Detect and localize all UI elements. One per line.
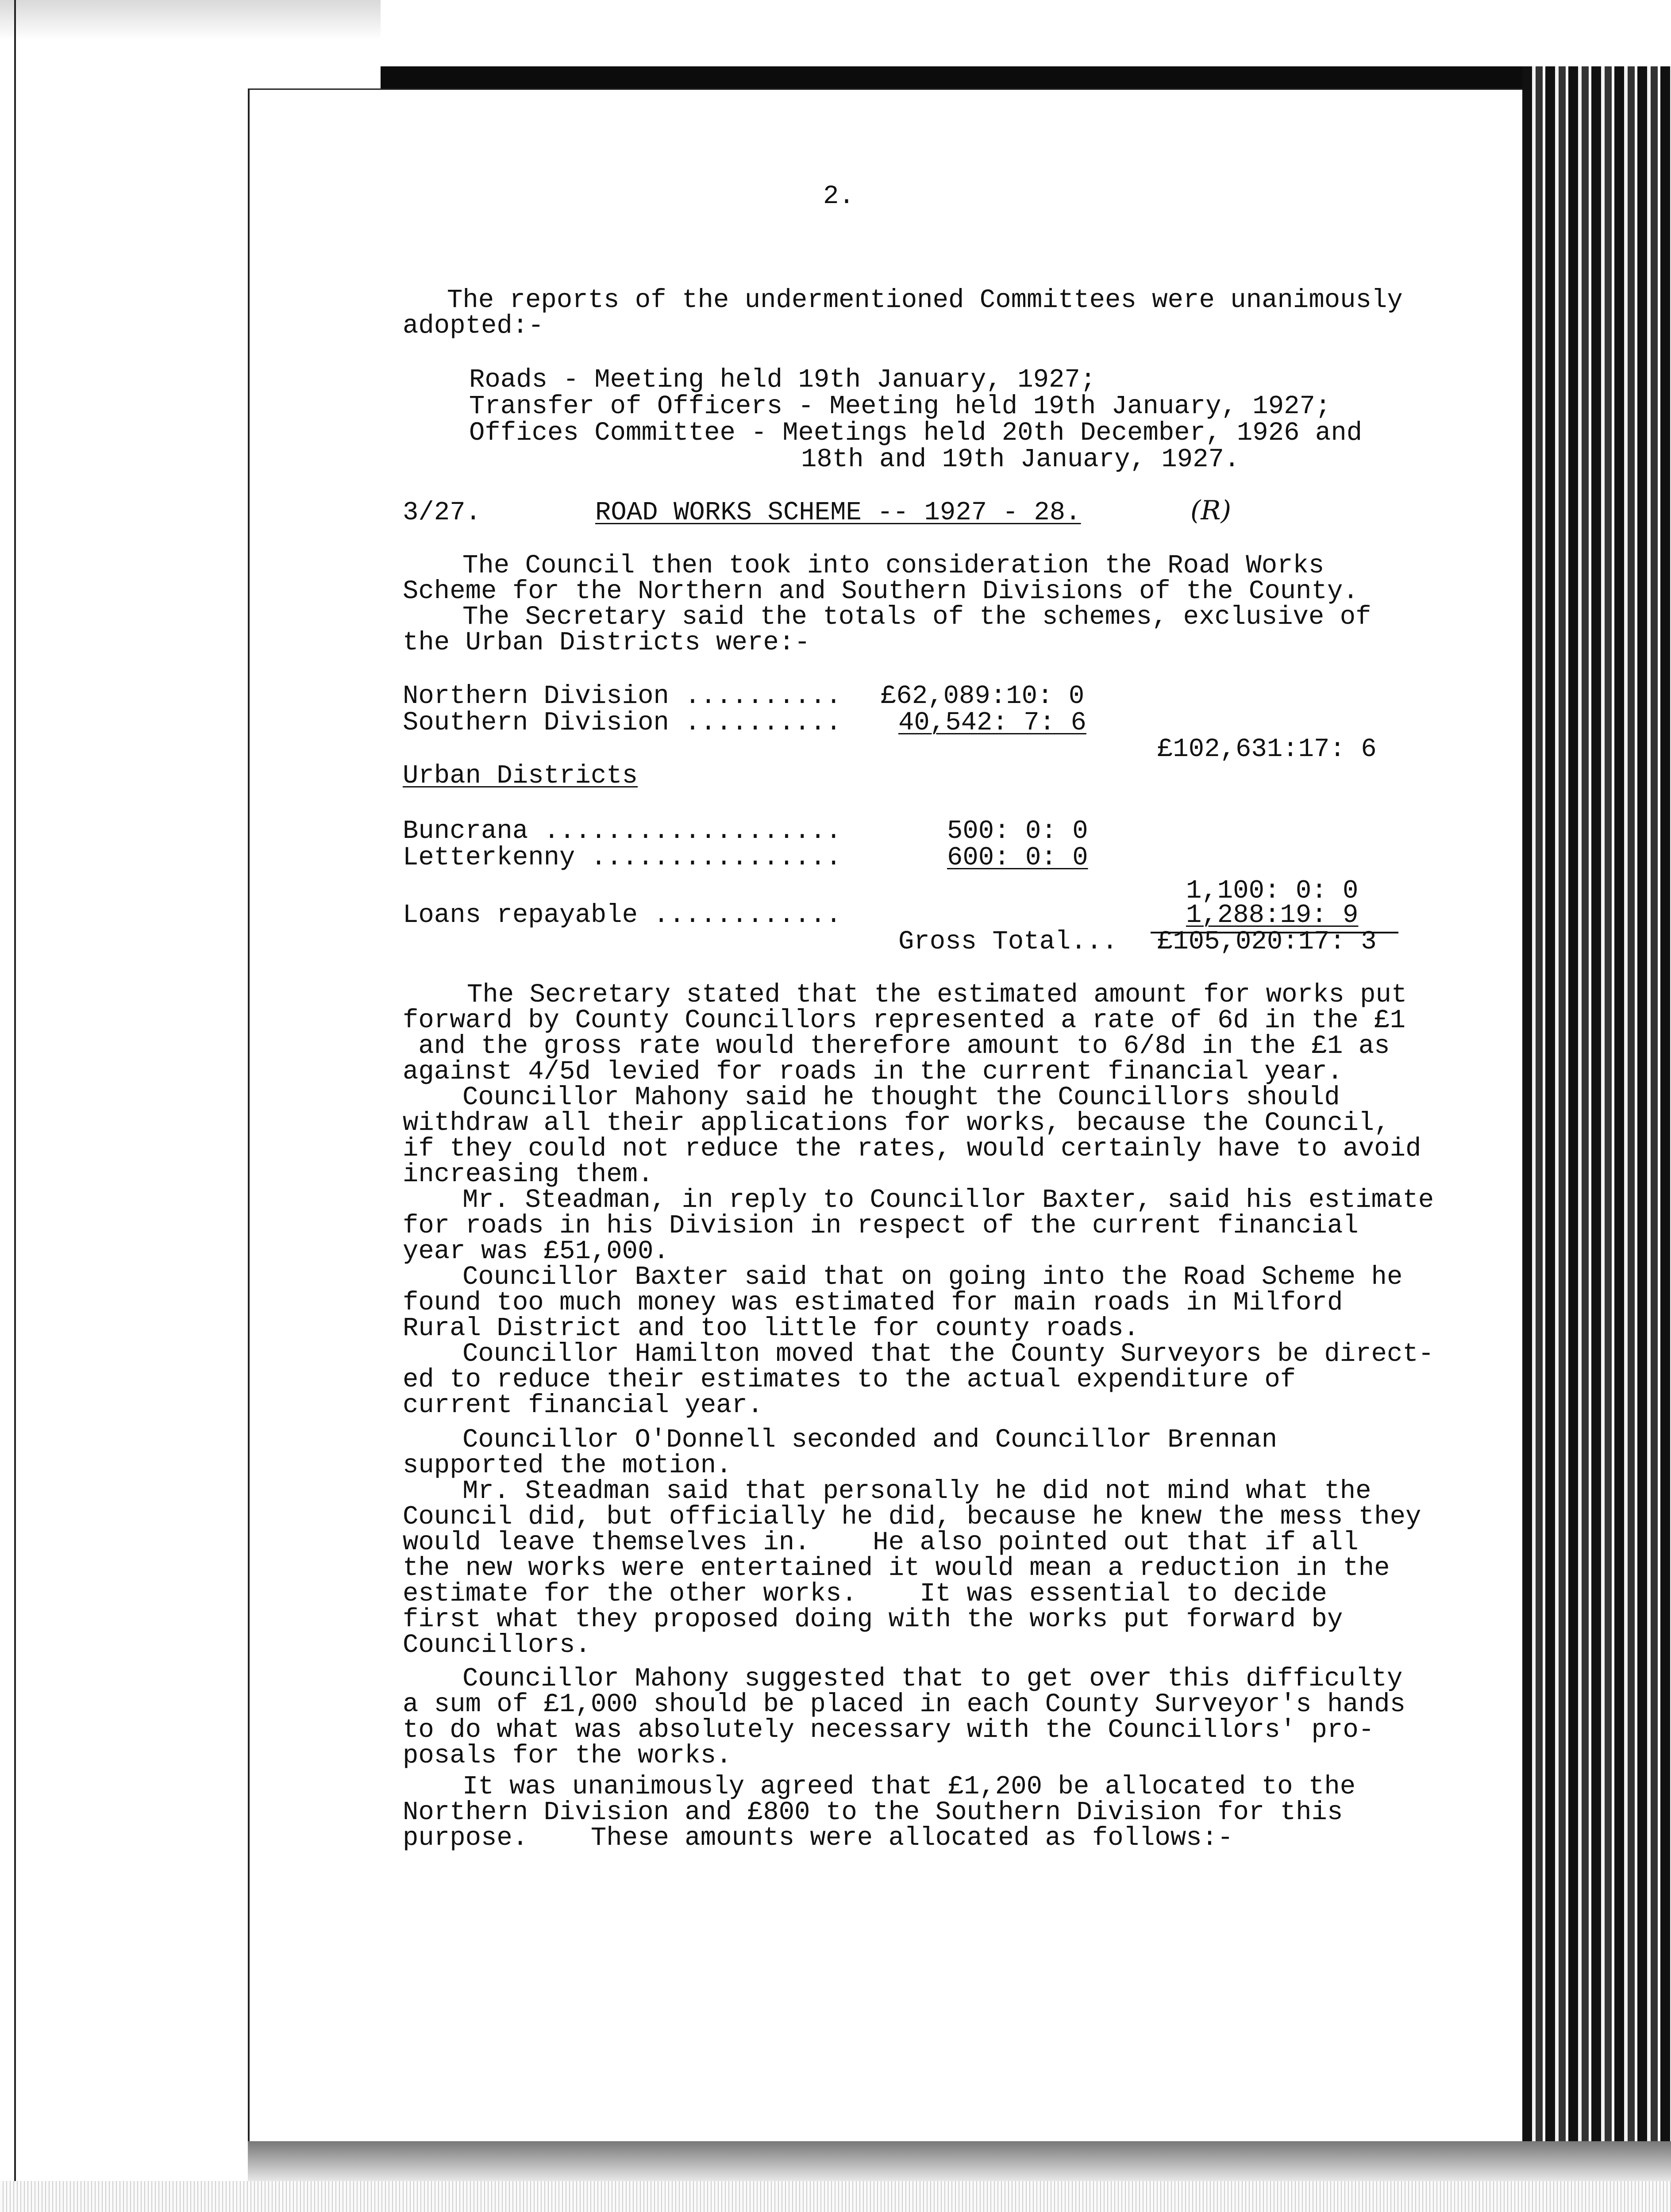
letterkenny-label: Letterkenny ................ [403,843,842,872]
northern-division-amount: £62,089:10: 0 [881,681,1085,711]
scan-edge-top-left [0,0,381,40]
committee-transfer: Transfer of Officers - Meeting held 19th January, 1927; [469,392,1331,421]
urban-districts-heading: Urban Districts [403,761,638,791]
body-line-33: purpose. These amounts were allocated as follows:- [403,1823,1233,1853]
buncrana-amount: 500: 0: 0 [947,816,1088,846]
committee-offices-dates: 18th and 19th January, 1927. [801,445,1240,474]
body-line-32: Northern Division and £800 to the Southern Division for this [403,1797,1343,1827]
body-line-5: Councillor Mahony said he thought the Councillors should [462,1083,1340,1112]
body-line-18: Councillor O'Donnell seconded and Councillor Brennan [462,1425,1278,1455]
body-line-16: ed to reduce their estimates to the actual expenditure of [403,1365,1296,1394]
body-line-2: forward by County Councillors represented a rate of 6d in the £1 [403,1006,1405,1035]
letterkenny-amount: 600: 0: 0 [947,843,1088,872]
body-line-17: current financial year. [403,1390,763,1420]
body-line-8: increasing them. [403,1160,654,1189]
scan-edge-left-line [14,0,16,2212]
body-line-23: the new works were entertained it would mean a reduction in the [403,1553,1390,1583]
southern-division-amount: 40,542: 7: 6 [898,708,1086,737]
scan-edge-bottom-strip [0,2181,1671,2212]
gross-total-label: Gross Total... [898,927,1118,956]
body-line-13: found too much money was estimated for main roads in Milford [403,1288,1343,1317]
urban-total: 1,100: 0: 0 [1186,876,1359,906]
book-binding-edge [1522,66,1671,2212]
section-title: ROAD WORKS SCHEME -- 1927 - 28. [595,498,1081,527]
body-line-25: first what they proposed doing with the works put forward by [403,1605,1343,1634]
body-line-14: Rural District and too little for county roads. [403,1313,1140,1343]
body-line-28: a sum of £1,000 should be placed in each County Surveyor's hands [403,1690,1405,1719]
divisions-total: £102,631:17: 6 [1157,734,1377,764]
committee-roads: Roads - Meeting held 19th January, 1927; [469,365,1096,395]
body-line-9: Mr. Steadman, in reply to Councillor Baxter, said his estimate [462,1185,1434,1215]
scan-edge-bottom [248,2141,1671,2181]
body-line-6: withdraw all their applications for works, because the Council, [403,1108,1390,1138]
body-line-11: year was £51,000. [403,1237,669,1266]
southern-division-label: Southern Division .......... [403,708,842,737]
body-line-20: Mr. Steadman said that personally he did not mind what the [462,1476,1371,1506]
gross-total-amount: £105,020:17: 3 [1157,927,1377,956]
body-line-30: posals for the works. [403,1741,732,1770]
body-line-21: Council did, but officially he did, because he knew the mess they [403,1502,1421,1532]
loans-label: Loans repayable ............ [403,900,842,930]
body-line-19: supported the motion. [403,1451,732,1480]
body-line-26: Councillors. [403,1630,591,1660]
buncrana-label: Buncrana ................... [403,816,842,846]
body-line-12: Councillor Baxter said that on going into the Road Scheme he [462,1262,1403,1292]
body-line-31: It was unanimously agreed that £1,200 be allocated to the [462,1772,1356,1801]
body-line-10: for roads in his Division in respect of the current financial [403,1211,1359,1240]
body-line-27: Councillor Mahony suggested that to get over this difficulty [462,1664,1403,1694]
consideration-line-2: Scheme for the Northern and Southern Divisions of the County. [403,576,1359,606]
loans-amount: 1,288:19: 9 [1186,900,1359,930]
consideration-line-1: The Council then took into consideration the Road Works [462,551,1324,580]
intro-line-2: adopted:- [403,311,544,341]
body-line-1: The Secretary stated that the estimated amount for works put [467,980,1407,1010]
body-line-4: against 4/5d levied for roads in the current financial year. [403,1057,1343,1087]
section-number: 3/27. [403,498,481,527]
consideration-line-3: The Secretary said the totals of the schemes, exclusive of [462,602,1371,632]
body-line-22: would leave themselves in. He also pointed out that if all [403,1528,1359,1557]
body-line-15: Councillor Hamilton moved that the County Surveyors be direct- [462,1339,1434,1369]
committee-offices: Offices Committee - Meetings held 20th December, 1926 and [469,418,1363,448]
body-line-29: to do what was absolutely necessary with the Councillors' pro- [403,1715,1375,1745]
body-line-7: if they could not reduce the rates, would certainly have to avoid [403,1134,1421,1164]
page-number: 2. [823,181,855,211]
margin-annotation: (R) [1190,495,1231,526]
northern-division-label: Northern Division .......... [403,681,842,711]
intro-line-1: The reports of the undermentioned Committees were unanimously [447,285,1403,315]
consideration-line-4: the Urban Districts were:- [403,628,810,657]
body-line-3: and the gross rate would therefore amount to 6/8d in the £1 as [403,1031,1390,1061]
body-line-24: estimate for the other works. It was essential to decide [403,1579,1327,1609]
